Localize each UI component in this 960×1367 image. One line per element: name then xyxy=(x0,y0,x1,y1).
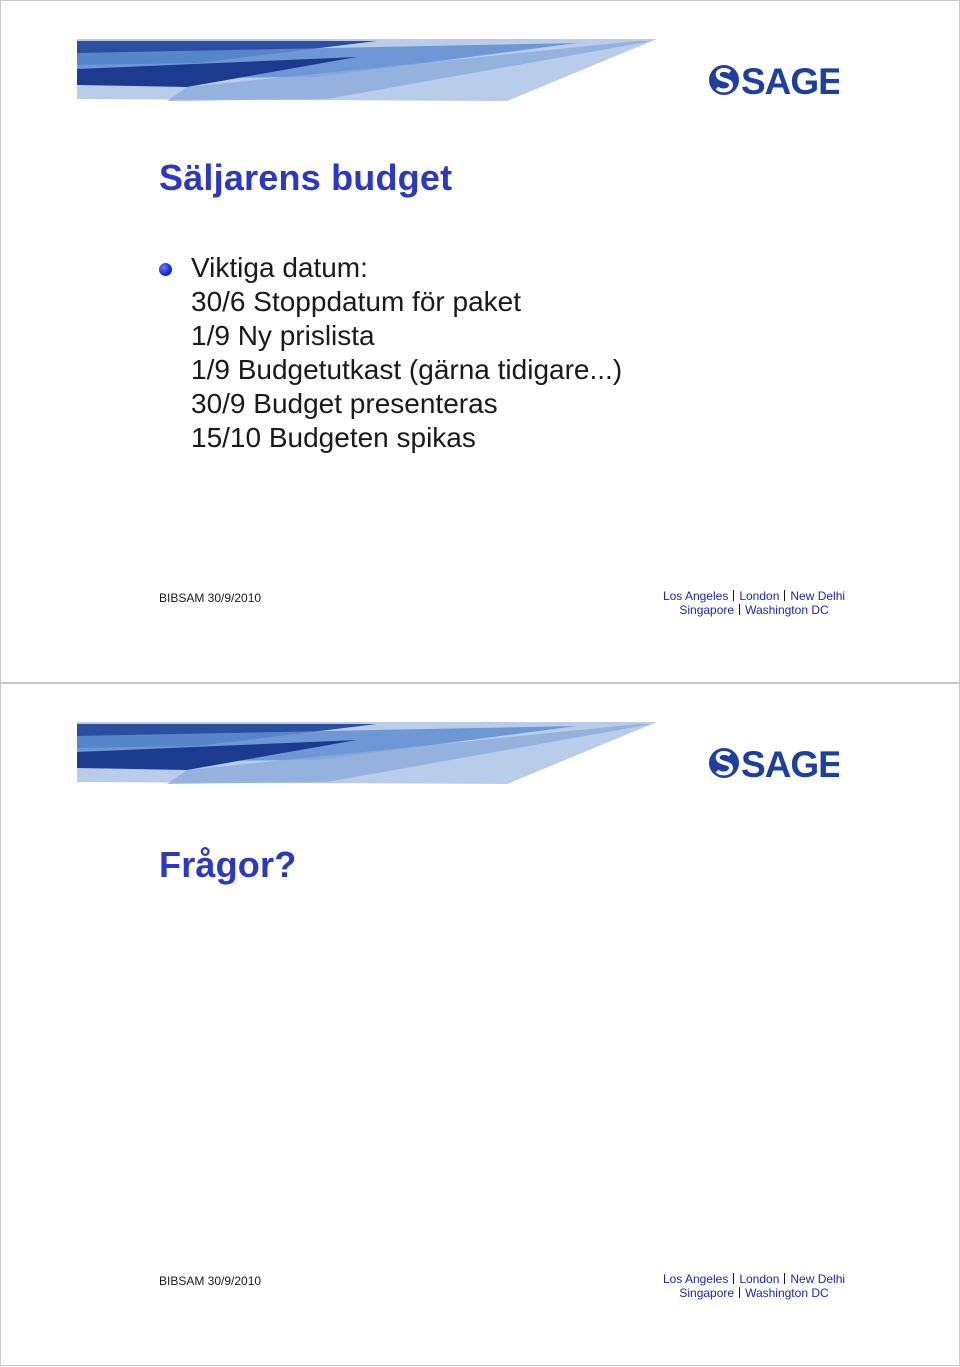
date-line: 30/9 Budget presenteras xyxy=(191,388,498,419)
separator xyxy=(784,1273,785,1284)
city: Los Angeles xyxy=(662,589,729,603)
slide-1 xyxy=(0,0,960,683)
city: Washington DC xyxy=(745,1286,829,1300)
city: London xyxy=(739,589,780,603)
separator xyxy=(739,604,740,615)
cities-row xyxy=(637,1286,871,1300)
city: Los Angeles xyxy=(662,1272,729,1286)
cities-row xyxy=(637,589,871,603)
header-banner xyxy=(77,722,657,792)
bullet-text: Viktiga datum: xyxy=(191,252,368,283)
date-line: 30/6 Stoppdatum för paket xyxy=(191,286,521,317)
city: London xyxy=(739,1272,780,1286)
city: New Delhi xyxy=(790,1272,846,1286)
header-banner xyxy=(77,39,657,109)
slide-title: Säljarens budget xyxy=(159,157,453,198)
sage-logo xyxy=(707,742,839,784)
sage-logo-text: SAGE xyxy=(741,61,839,101)
separator xyxy=(739,1287,740,1298)
city: Washington DC xyxy=(745,603,829,617)
separator xyxy=(733,590,734,601)
cities-row xyxy=(637,1272,871,1286)
footer-date: BIBSAM 30/9/2010 xyxy=(159,1274,262,1288)
slide-title: Frågor? xyxy=(159,844,297,885)
separator xyxy=(784,590,785,601)
bullet-dot-icon xyxy=(159,263,172,276)
sage-logo-text: SAGE xyxy=(741,744,839,784)
city: Singapore xyxy=(679,603,735,617)
sage-logo-graphic xyxy=(707,742,839,784)
date-line: 1/9 Budgetutkast (gärna tidigare...) xyxy=(191,354,623,385)
bullet-item xyxy=(159,251,622,285)
separator xyxy=(733,1273,734,1284)
date-line: 15/10 Budgeten spikas xyxy=(191,422,476,453)
date-line: 1/9 Ny prislista xyxy=(191,320,375,351)
city: New Delhi xyxy=(790,589,846,603)
footer-date: BIBSAM 30/9/2010 xyxy=(159,591,262,605)
footer-cities xyxy=(637,589,871,617)
city: Singapore xyxy=(679,1286,735,1300)
sage-logo xyxy=(707,59,839,101)
slide-2 xyxy=(0,683,960,1366)
footer-cities xyxy=(637,1272,871,1300)
bullet-list xyxy=(159,251,622,455)
sage-logo-graphic xyxy=(707,59,839,101)
cities-row xyxy=(637,603,871,617)
